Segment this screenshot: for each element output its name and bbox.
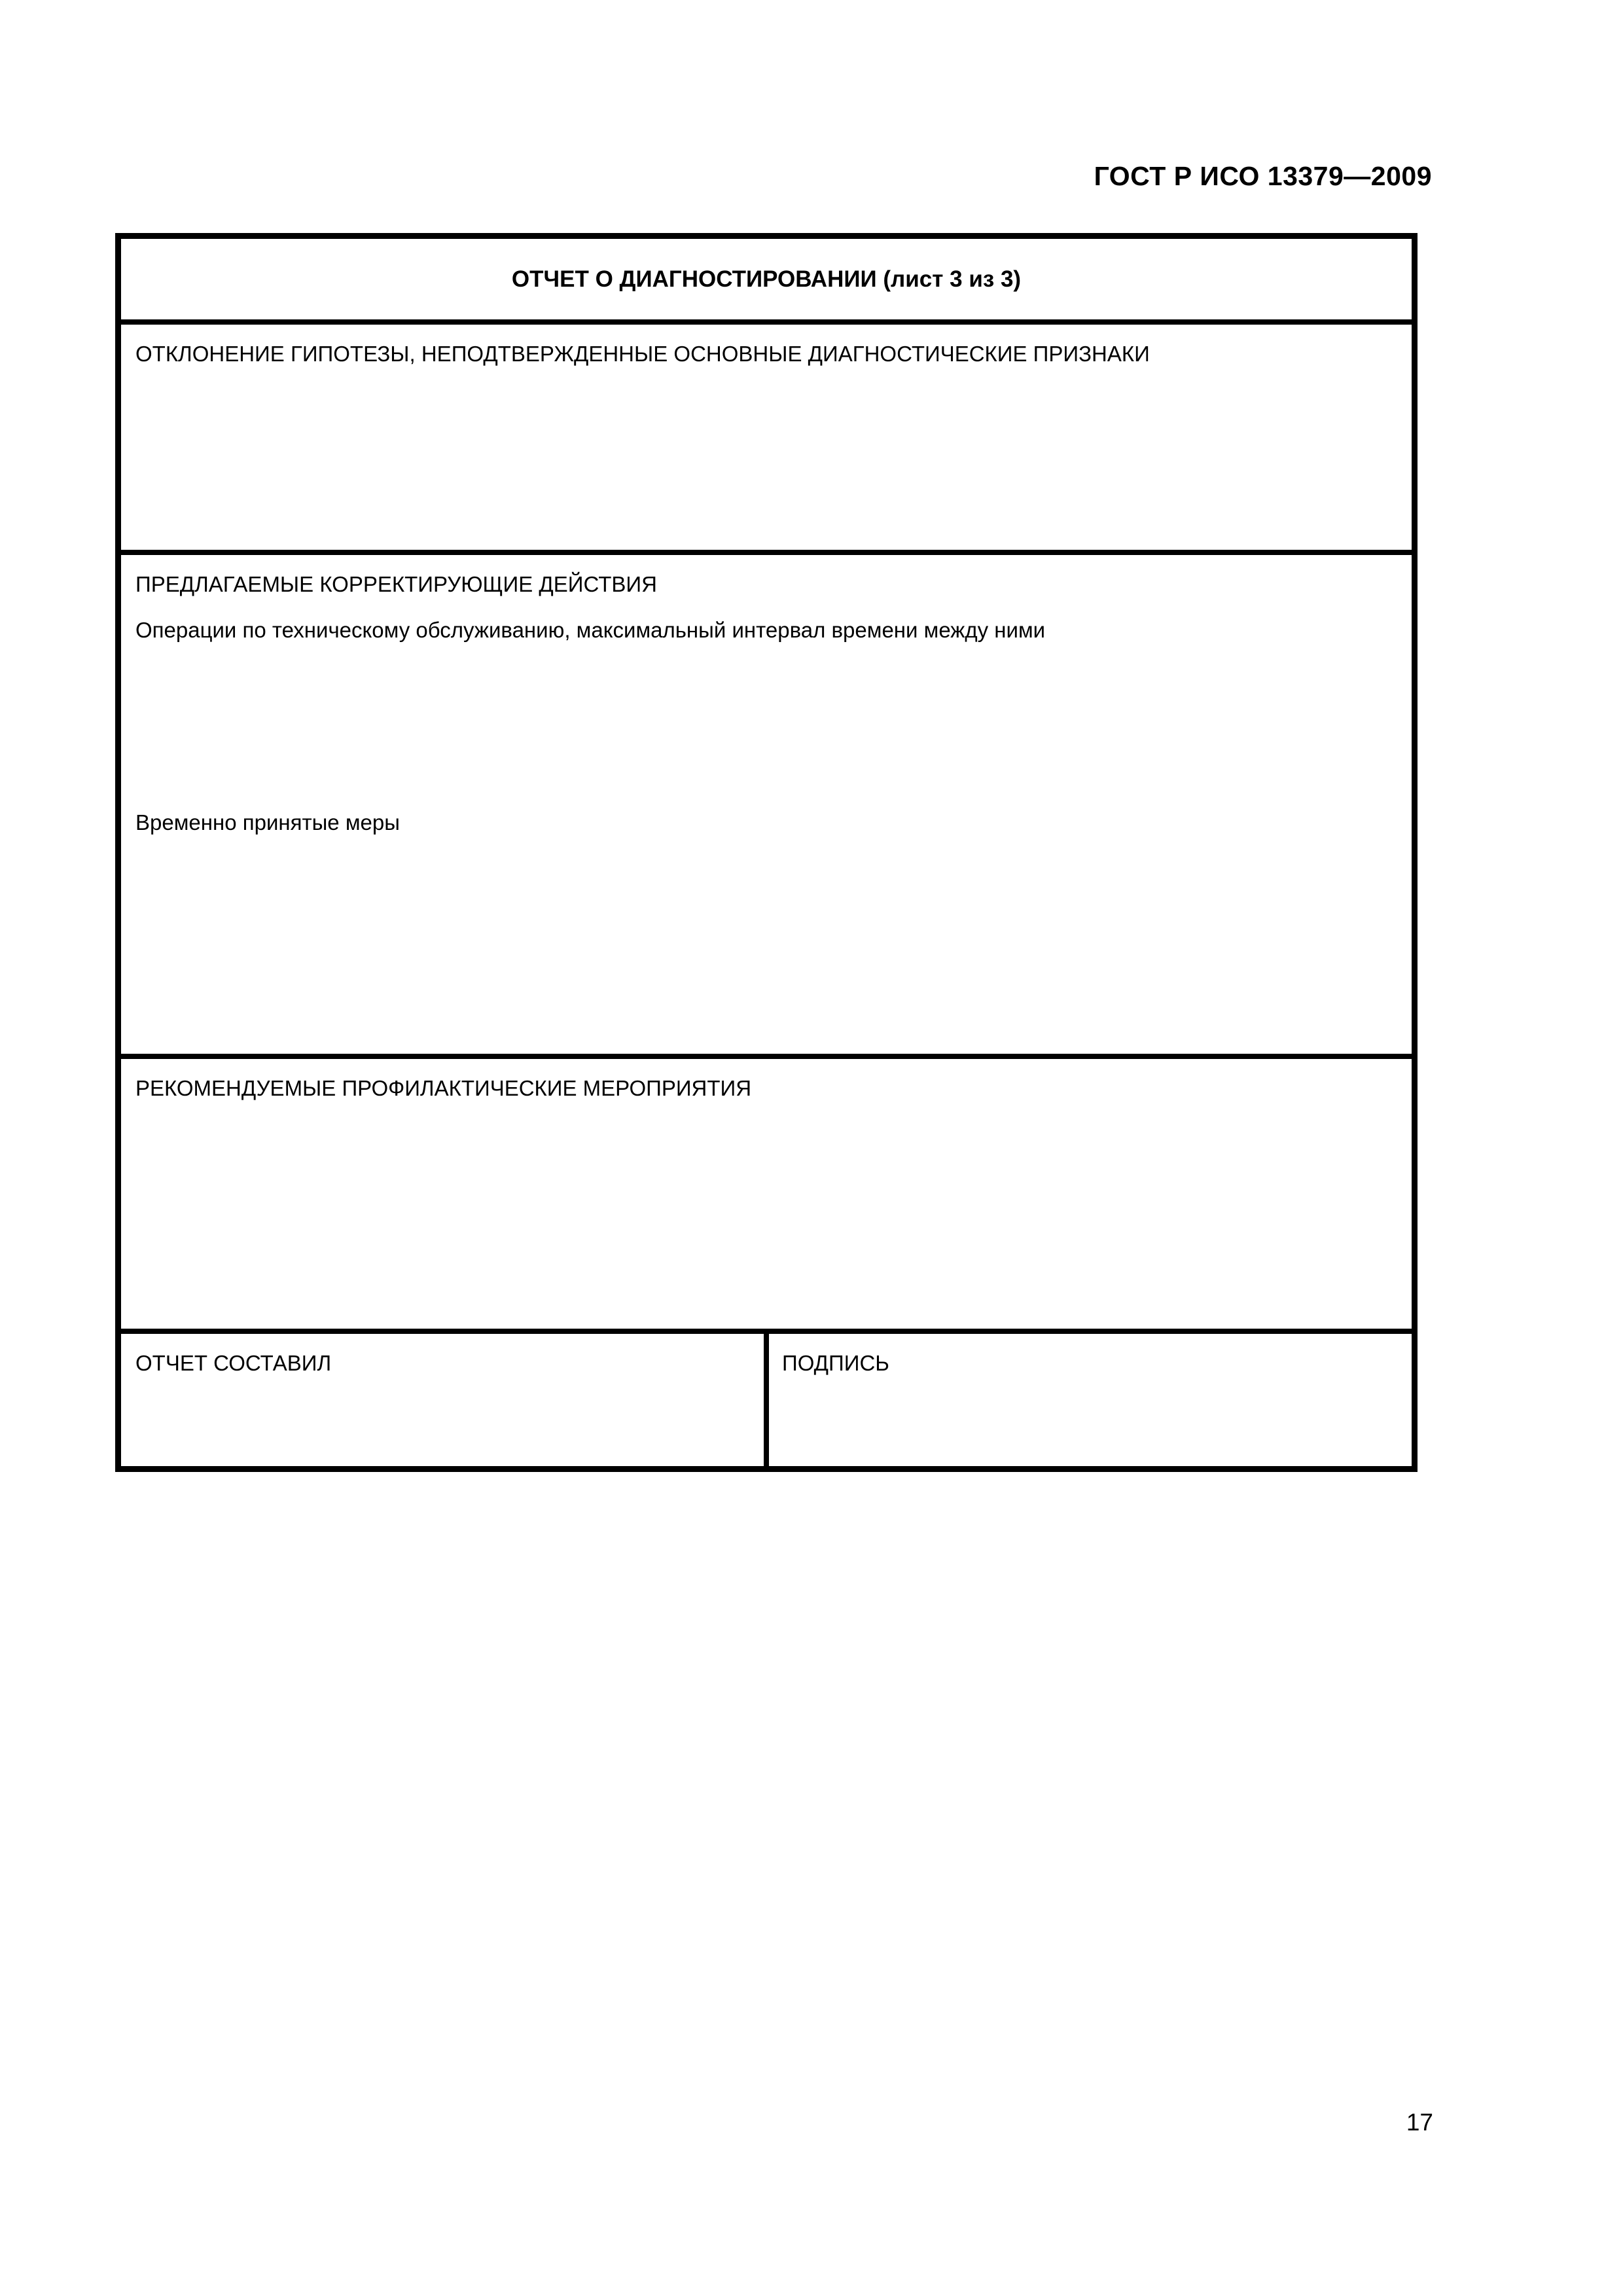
temporary-measures-label: Временно принятые меры — [135, 810, 400, 834]
report-author-cell[interactable] — [121, 1334, 769, 1466]
form-title: ОТЧЕТ О ДИАГНОСТИРОВАНИИ (лист 3 из 3) — [511, 266, 1022, 292]
document-code: ГОСТ Р ИСО 13379—2009 — [1094, 161, 1432, 191]
corrective-actions-label: ПРЕДЛАГАЕМЫЕ КОРРЕКТИРУЮЩИЕ ДЕЙСТВИЯ — [135, 572, 657, 596]
page-number: 17 — [1406, 2109, 1433, 2136]
signature-cell[interactable] — [769, 1334, 1412, 1466]
signoff-row — [121, 1334, 1412, 1466]
signature-label: ПОДПИСЬ — [782, 1351, 889, 1375]
report-author-label: ОТЧЕТ СОСТАВИЛ — [135, 1351, 332, 1375]
preventive-measures-label: РЕКОМЕНДУЕМЫЕ ПРОФИЛАКТИЧЕСКИЕ МЕРОПРИЯТИЯ — [135, 1076, 752, 1100]
preventive-measures-section[interactable] — [121, 1059, 1412, 1334]
rejected-hypotheses-section[interactable] — [121, 325, 1412, 555]
maintenance-operations-label: Операции по техническому обслуживанию, максимальный интервал времени между ними — [135, 618, 1046, 642]
corrective-actions-section[interactable] — [121, 555, 1412, 1059]
rejected-hypotheses-label: ОТКЛОНЕНИЕ ГИПОТЕЗЫ, НЕПОДТВЕРЖДЕННЫЕ ОСНОВНЫЕ ДИАГНОСТИЧЕСКИЕ ПРИЗНАКИ — [135, 342, 1150, 366]
diagnostic-report-form — [115, 233, 1418, 1472]
form-title-row — [121, 239, 1412, 325]
